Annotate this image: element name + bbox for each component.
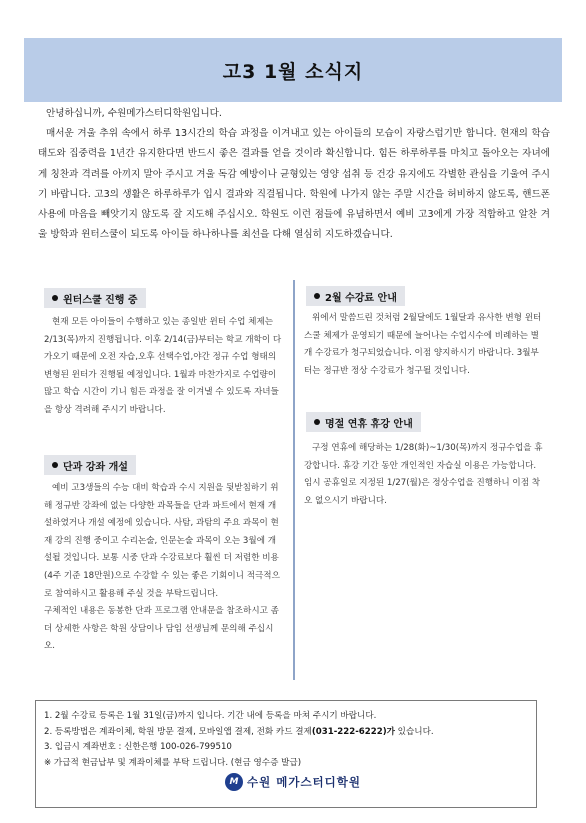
intro-body: 매서운 겨울 추위 속에서 하루 13시간의 학습 과정을 이겨내고 있는 아이들의 모습이 자랑스럽기만 합니다. 현재의 학습 태도와 집중력을 1년간 유지한다면 반드시 좋은 결과를 얻을 것이라 확신합니다. 힘든 하루하루를 마치고 돌아오는 자녀에게 칭찬과 격려를 아끼지 말아 주시고 겨울 독감 예방이나 균형있는 영양 섭취 등 건강 유지에도 각별한 관심을 기울여 주시기 바랍니다. 고3의 생활은 하루하루가 입시 결과와 직결됩니다. 학원에 나가지 않는 주말 시간을 허비하지 않도록, 핸드폰 사용에 마음을 빼앗기지 않도록 잘 지도해 주십시오. 학원도 이런 점들에 유념하면서 예비 고3에게 가장 적합하고 알찬 겨울 방학과 윈터스쿨이 되도록 아이들 하나하나를 최선을 다해 열심히 지도하겠습니다. [38, 128, 550, 241]
academy-logo-text: 수원 메가스터디학원 [247, 775, 361, 789]
bullet-icon [52, 462, 58, 468]
special-course-body [44, 480, 282, 656]
holiday-text: 구정 연휴에 해당하는 1/28(화)~1/30(목)까지 정규수업을 휴강합니다. 휴강 기간 동안 개인적인 자습실 이용은 가능합니다. 임시 공휴일로 지정된 1/27(월)은 정상수업을 진행하니 이점 착오 없으시기 바랍니다. [304, 443, 543, 506]
notice-item-2 [44, 725, 528, 741]
winter-school-body [44, 314, 282, 420]
notice-item-4: ※ 가급적 현금납부 및 계좌이체를 부탁 드립니다. (현금 영수증 발급) [44, 757, 302, 768]
bullet-icon [314, 293, 320, 299]
fee-heading-label: 2월 수강료 안내 [325, 292, 397, 304]
notice-item-3: 3. 입금시 계좌번호 : 신한은행 100-026-799510 [44, 742, 232, 753]
special-course-text-2: 구체적인 내용은 동봉한 단과 프로그램 안내문을 참조하시고 좀 더 상세한 사항은 학원 상담이나 담임 선생님께 문의해 주십시오. [44, 606, 279, 652]
phone-number: (031-222-6222)가 [311, 726, 395, 737]
holiday-heading [306, 412, 421, 432]
fee-heading [306, 286, 405, 306]
special-course-heading-label: 단과 강좌 개설 [63, 461, 128, 473]
notice-item-2-end: 있습니다. [394, 726, 434, 737]
title-banner [24, 38, 562, 102]
bullet-icon [314, 419, 320, 425]
notice-box [35, 700, 537, 808]
intro-greeting: 안녕하십니까, 수원메가스터디학원입니다. [46, 108, 222, 119]
notice-item-1: 1. 2월 수강료 등록은 1월 31일(금)까지 입니다. 기간 내에 등록을 마쳐 주시기 바랍니다. [44, 711, 377, 721]
winter-school-text: 현재 모든 아이들이 수행하고 있는 종일반 윈터 수업 체제는 2/13(목)까지 진행됩니다. 이후 2/14(금)부터는 학교 개학이 다가오기 때문에 오전 자습,오후 선택수업,야간 정규 수업 형태의 변형된 윈터가 진행될 예정입니다. 1월과 마찬가지로 수업량이 많고 학습 시간이 기니 힘든 과정을 잘 이겨낼 수 있도록 자녀들을 항상 격려해 주시기 바랍니다. [44, 317, 282, 415]
winter-school-heading [44, 288, 146, 308]
notice-item-2-text: 2. 등록방법은 계좌이체, 학원 방문 결제, 모바일앱 결제, 전화 카드 결제 [44, 726, 312, 737]
bullet-icon [52, 295, 58, 301]
column-divider [293, 280, 295, 680]
fee-text: 위에서 말씀드린 것처럼 2월달에도 1월달과 유사한 변형 윈터스쿨 체제가 운영되기 때문에 늘어나는 수업시수에 비례하는 별개 수강료가 청구되었습니다. 이점 양지하시기 바랍니다. 3월부터는 정규반 정상 수강료가 청구될 것입니다. [304, 313, 542, 376]
holiday-heading-label: 명절 연휴 휴강 안내 [325, 418, 413, 430]
special-course-heading [44, 455, 136, 475]
megastudy-logo-icon: M [225, 773, 243, 791]
holiday-body [304, 440, 544, 510]
fee-body [304, 310, 544, 380]
notice-list [44, 709, 528, 771]
intro-section [38, 104, 550, 245]
page-title: 고3 1월 소식지 [222, 60, 364, 83]
academy-logo [0, 773, 586, 791]
special-course-text-1: 예비 고3생들의 수능 대비 학습과 수시 지원을 뒷받침하기 위해 정규반 강좌에 없는 다양한 과목들을 단과 파트에서 현재 개설하였거나 개설 예정에 있습니다. 사탐, 과탐의 주요 과목이 현재 강의 진행 중이고 수리논술, 인문논술 과목이 오는 3월에 개설될 것입니다. 보통 시중 단과 수강료보다 훨씬 더 저렴한 비용(4주 기준 18만원)으로 수강할 수 있는 좋은 기회이니 적극적으로 참여하시고 활용해 주실 것을 부탁드립니다. [44, 483, 280, 599]
winter-school-heading-label: 윈터스쿨 진행 중 [63, 294, 138, 306]
